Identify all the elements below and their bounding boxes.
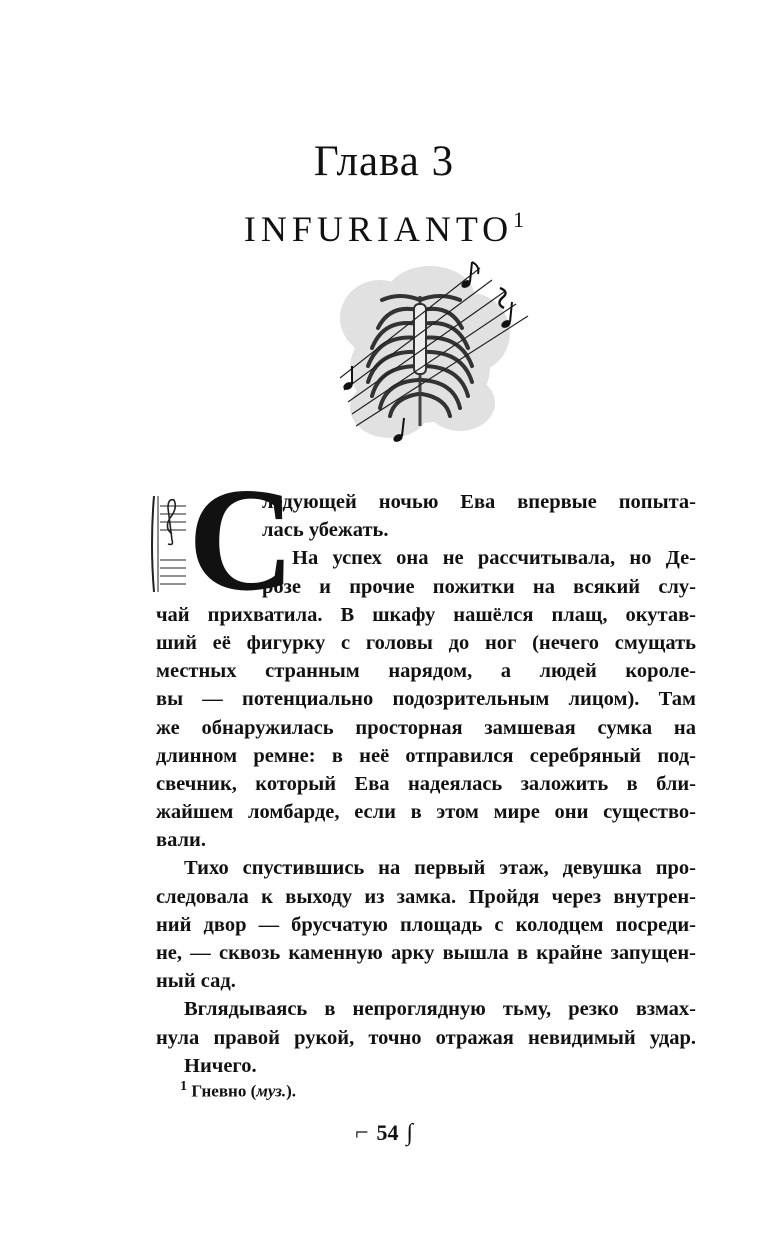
text-line: чай прихватила. В шкафу нашёлся плащ, окутав- [156, 603, 696, 626]
chapter-subtitle-text: INFURIANTO [243, 209, 514, 249]
ribcage-music-illustration [320, 258, 540, 454]
page-number: 54 [376, 1120, 399, 1145]
footnote: $^1$ Гневно (муз.). [180, 1078, 297, 1101]
right-ornament-icon: ∫ [406, 1120, 414, 1146]
text-line: следовала к выходу из замка. Пройдя через внутрен- [156, 885, 696, 908]
left-ornament-icon: ⌐ [354, 1120, 369, 1146]
text-line: лась убежать. [262, 519, 389, 542]
text-line: ледующей ночью Ева впервые попыта- [262, 491, 696, 513]
text-line: Тихо спустившись на первый этаж, девушка про- [184, 857, 696, 880]
chapter-subtitle [0, 196, 768, 253]
text-line: не, — сквозь каменную арку вышла в крайне запущен- [156, 942, 696, 964]
text-line: ший её фигурку с головы до ног (нечего смущать [156, 631, 696, 654]
text-line: ный сад. [156, 970, 236, 993]
text-line: На успех она не рассчитывала, но Де- [292, 547, 696, 570]
chapter-title: Глава 3 [313, 138, 455, 185]
text-line: ний двор — брусчатую площадь с колодцем посреди- [156, 913, 696, 936]
page-number-block [0, 1120, 768, 1147]
text-line: местных странным нарядом, а людей короле- [156, 660, 696, 683]
text-line: Вглядываясь в непроглядную тьму, резко взмах- [184, 998, 696, 1021]
footnote-marker: 1 [180, 1078, 188, 1094]
text-line: длинном ремне: в неё отправился серебряный под- [156, 744, 696, 767]
text-line: жайшем ломбарде, если в этом мире они существо- [156, 801, 696, 824]
footnote-text: Гневно [191, 1081, 247, 1101]
body-text [156, 488, 696, 1080]
text-line: вали. [156, 829, 206, 852]
text-line: вы — потенциально подозрительным лицом). Там [156, 688, 696, 711]
drop-cap: С [188, 458, 295, 622]
text-line: Ничего. [184, 1054, 257, 1077]
text-line: нула правой рукой, точно отражая невидимый удар. [156, 1026, 696, 1049]
text-line: свечник, который Ева надеялась заложить в бли- [156, 772, 696, 795]
text-line: же обнаружилась просторная замшевая сумка на [156, 716, 696, 739]
footnote-abbr: муз. [256, 1081, 287, 1101]
footnote-reference: 1 [513, 207, 525, 232]
text-line: розе и прочие пожитки на всякий слу- [262, 575, 696, 598]
